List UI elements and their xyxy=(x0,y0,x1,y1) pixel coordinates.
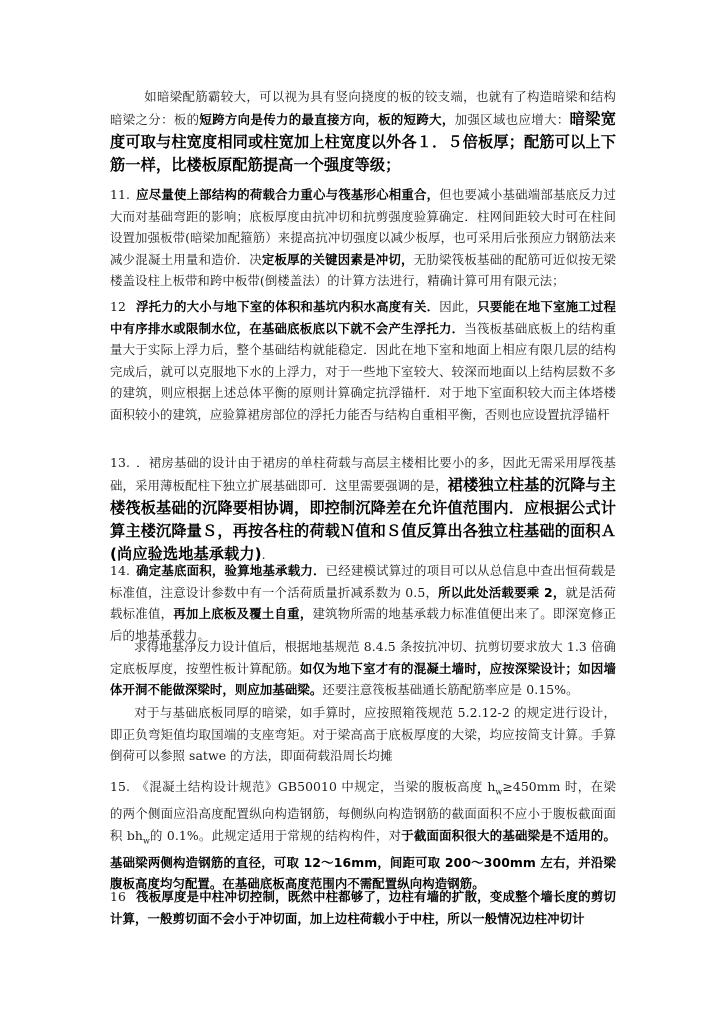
text-run: . xyxy=(261,546,266,562)
text-run: 因此， xyxy=(439,299,478,314)
paragraph-14 xyxy=(110,560,616,646)
bold-text: 再加上底板及覆土自重， xyxy=(173,606,313,622)
text-run: 当筏板基础底板上的结构重量大于实际上浮力后，整个基础结构就能稳定．因此在地下室和地面上相应有限几层的结构完成后，就可以克服地下水的上浮力，对于一些地下室较大、较深而地面以上结构层数不多的建筑，则应根据上述总体平衡的原则计算确定抗浮锚杆．对于地下室面积较大而主体塔楼面积较小的建筑，应验算裙房部位的浮托力能否与结构自重相平衡，否则也应设置抗浮锚杆 xyxy=(110,320,616,422)
text-run: ≥450mm 时，在梁的两个侧面应沿高度配置纵向构造钢筋，每侧纵向构造钢筋的截面面积不应小于腹板截面面积 bh xyxy=(110,779,616,843)
text-run: 的 0.1%。此规定适用于常规的结构构件，对 xyxy=(149,827,402,843)
text-run: 还要注意筏板基础通长筋配筋率应是 0.15%。 xyxy=(322,682,579,698)
paragraph-14-anliang xyxy=(110,702,616,767)
item-number: 13. xyxy=(110,455,131,470)
text-run: ．裙房基础的设计由于裙房的单柱荷载与高层主楼相比要小的多，因此无需采用厚筏基础，采用薄板配柱下独立扩展基础即可．这里需要强调的是， xyxy=(110,455,616,493)
item-number: 12 xyxy=(110,299,126,314)
bold-text: 定板厚的关键因素是冲切， xyxy=(261,251,414,267)
subscript: w xyxy=(495,787,503,797)
text-run: 无肋梁筏板基础的配筋可近似按无梁楼盖设柱上板带和跨中板带(倒楼盖法）的计算方法进行，精确计算可用有限元法； xyxy=(110,251,617,289)
item-number: 11. xyxy=(110,187,131,202)
bold-text: 确定基底面积，验算地基承载力． xyxy=(136,563,326,578)
bold-text: 只要能在地下室施工过程中有序排水或限制水位，在基础底板底以下就不会产生浮托力． xyxy=(110,299,616,336)
bold-text: 短跨方向是传力的最直接方向，板的短跨大， xyxy=(199,111,455,127)
bold-text: 于截面面积很大的基础梁是不适用的。基础梁两侧构造钢筋的直径，可取 12～16mm，间距可取 200～300mm 左右，并沿梁腹板高度均匀配置。在基础底板高度范围内不需配置纵向构造钢筋。 xyxy=(110,827,616,892)
bold-text: 筏板厚度是中柱冲切控制，既然中柱都够了，边柱有墙的扩散，变成整个墙长度的剪切计算，一般剪切面不会小于冲切面，加上边柱荷载小于中柱，所以一般情况边柱冲切计 xyxy=(110,889,616,926)
text-run: 但也要减小基础端部基底反力过大而对基础弯距的影响；底板厚度由抗冲切和抗剪强度验算确定．柱网间距较大时可在柱间设置加强板带(暗梁加配箍筋）来提高抗冲切强度以减少板厚，也可采用后张预应力钢筋法来减少混凝土用量和造价．决 xyxy=(110,187,616,267)
text-run: 《混凝土结构设计规范》GB50010 中规定，当梁的腹板高度 h xyxy=(136,779,496,794)
item-number: 15. xyxy=(110,779,131,794)
paragraph-13 xyxy=(110,452,616,566)
paragraph-12 xyxy=(110,296,616,426)
bold-text: 暗梁宽度可取与柱宽度相同或柱宽加上柱宽度以外各１．５倍板厚；配筋可以上下筋一样，比楼板原配筋提高一个强度等级； xyxy=(110,109,617,174)
bold-text: 应尽量使上部结构的荷载合力重心与筏基形心相重合， xyxy=(136,187,440,202)
item-number: 14. xyxy=(110,563,131,578)
text-run: 求得地基净反力设计值后，根据地基规范 8.4.5 条按抗冲切、抗剪切要求放大 1.3 倍确定底板厚度，按塑性板计算配筋。 xyxy=(110,639,616,676)
text-run: 加强区域也应增大： xyxy=(454,111,570,127)
subscript: w xyxy=(142,836,150,846)
bold-text: 如仅为地下室才有的混凝土墙时，应按深梁设计；如因墙体开洞不能做深梁时，则应加基础梁。 xyxy=(110,660,617,698)
paragraph-14-continued xyxy=(110,636,616,701)
bold-text: 所以此处活载要乘 2， xyxy=(438,584,566,600)
paragraph-11 xyxy=(110,184,616,292)
text-run: 建筑物所需的地基承载力标准值便出来了。即深宽修正后的地基承载力。 xyxy=(110,606,617,643)
bold-text: 浮托力的大小与地下室的体积和基坑内积水高度有关． xyxy=(136,299,440,314)
paragraph-anliang xyxy=(110,86,616,177)
text-run: 如暗梁配筋霸较大，可以视为具有竖向挠度的板的铰支端，也就有了构造暗梁和结构暗梁之分：板的 xyxy=(110,89,616,127)
paragraph-15 xyxy=(110,776,616,895)
item-number: 16 xyxy=(110,889,126,904)
text-run: 已经建模试算过的项目可以从总信息中查出恒荷载是标准值，注意设计参数中有一个活荷质量折减系数为 0.5， xyxy=(110,563,616,600)
text-run: 对于与基础底板同厚的暗梁，如手算时，应按照箱筏规范 5.2.12-2 的规定进行设计，即正负弯矩值均取国端的支座弯矩。对于梁高高于底板厚度的大梁，均应按简支计算。手算倒荷可以参照 satwe 的方法，即面荷载沿周长均摊 xyxy=(110,705,616,764)
paragraph-16 xyxy=(110,886,616,929)
bold-text: 裙楼独立柱基的沉降与主楼筏板基础的沉降要相协调，即控制沉降差在允许值范围内．应根据公式计算主楼沉降量Ｓ，再按各柱的荷载Ｎ值和Ｓ值反算出各独立柱基础的面积Ａ(尚应验选地基承载力) xyxy=(110,475,616,563)
text-run: 就是活荷载标准值， xyxy=(110,584,616,622)
